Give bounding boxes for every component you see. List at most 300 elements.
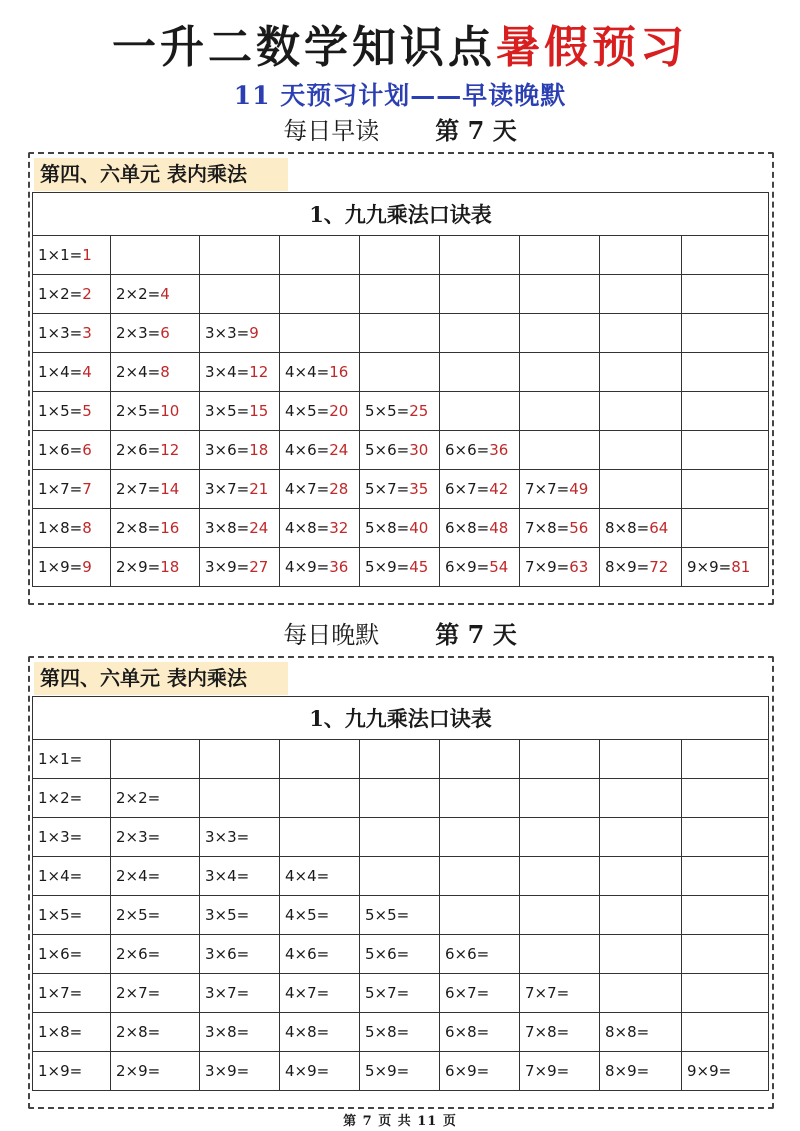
expression: 1×4= [38, 363, 83, 381]
table-cell [111, 314, 200, 353]
table-cell [111, 548, 200, 587]
empty-cell [280, 314, 360, 353]
answer: 3 [82, 324, 92, 342]
answer: 54 [489, 558, 509, 576]
expression: 3×6= [205, 441, 250, 459]
table-cell [280, 353, 360, 392]
table-cell [280, 470, 360, 509]
table-row [33, 740, 769, 779]
table-cell [360, 935, 440, 974]
table-row [33, 431, 769, 470]
expression: 3×4= [205, 867, 250, 885]
answer: 12 [249, 363, 269, 381]
expression: 4×7= [285, 480, 330, 498]
expression: 1×6= [38, 945, 83, 963]
table-cell [111, 509, 200, 548]
expression: 5×9= [365, 558, 410, 576]
expression: 9×9= [687, 558, 732, 576]
expression: 4×5= [285, 906, 330, 924]
table-cell [360, 896, 440, 935]
expression: 1×9= [38, 558, 83, 576]
table-cell [33, 974, 111, 1013]
expression: 5×6= [365, 945, 410, 963]
answer: 7 [82, 480, 92, 498]
empty-cell [600, 935, 682, 974]
empty-cell [520, 779, 600, 818]
answer: 14 [160, 480, 180, 498]
table-cell [360, 509, 440, 548]
expression: 3×7= [205, 480, 250, 498]
empty-cell [520, 314, 600, 353]
empty-cell [520, 818, 600, 857]
expression: 2×8= [116, 1023, 161, 1041]
table-cell [33, 1013, 111, 1052]
expression: 6×8= [445, 1023, 490, 1041]
table-cell [280, 935, 360, 974]
expression: 5×7= [365, 480, 410, 498]
answer: 28 [329, 480, 349, 498]
empty-cell [520, 896, 600, 935]
table-cell [111, 857, 200, 896]
empty-cell [520, 431, 600, 470]
empty-cell [600, 314, 682, 353]
empty-cell [440, 818, 520, 857]
expression: 1×9= [38, 1062, 83, 1080]
expression: 5×8= [365, 519, 410, 537]
answer: 64 [649, 519, 669, 537]
evening-multiplication-table [32, 696, 769, 1091]
table-cell [360, 431, 440, 470]
empty-cell [440, 857, 520, 896]
answer: 42 [489, 480, 509, 498]
answer: 8 [82, 519, 92, 537]
empty-cell [440, 392, 520, 431]
expression: 3×8= [205, 1023, 250, 1041]
table-cell [111, 818, 200, 857]
expression: 2×5= [116, 906, 161, 924]
empty-cell [682, 353, 769, 392]
table-cell [280, 896, 360, 935]
answer: 4 [82, 363, 92, 381]
expression: 1×8= [38, 519, 83, 537]
table-cell [111, 392, 200, 431]
expression: 5×8= [365, 1023, 410, 1041]
expression: 4×4= [285, 867, 330, 885]
morning-heading-label: 每日早读 [283, 117, 380, 145]
expression: 6×9= [445, 1062, 490, 1080]
table-cell [200, 353, 280, 392]
table-cell [33, 818, 111, 857]
empty-cell [440, 314, 520, 353]
answer: 9 [82, 558, 92, 576]
expression: 6×6= [445, 441, 490, 459]
expression: 2×3= [116, 324, 161, 342]
table-cell [200, 1052, 280, 1091]
empty-cell [682, 236, 769, 275]
empty-cell [600, 857, 682, 896]
table-cell [200, 509, 280, 548]
table-cell [33, 392, 111, 431]
expression: 3×9= [205, 558, 250, 576]
table-cell [111, 974, 200, 1013]
table-cell [280, 1052, 360, 1091]
expression: 3×5= [205, 906, 250, 924]
table-cell [280, 1013, 360, 1052]
expression: 3×9= [205, 1062, 250, 1080]
table-cell [111, 470, 200, 509]
empty-cell [200, 779, 280, 818]
empty-cell [600, 353, 682, 392]
expression: 2×2= [116, 789, 161, 807]
answer: 48 [489, 519, 509, 537]
evening-table-title: 1、九九乘法口诀表 [33, 697, 769, 740]
expression: 2×8= [116, 519, 161, 537]
evening-unit-label: 第四、六单元 表内乘法 [34, 662, 288, 695]
table-row [33, 1013, 769, 1052]
answer: 36 [329, 558, 349, 576]
expression: 8×8= [605, 519, 650, 537]
expression: 1×3= [38, 828, 83, 846]
empty-cell [440, 236, 520, 275]
empty-cell [440, 275, 520, 314]
table-cell [200, 392, 280, 431]
empty-cell [682, 818, 769, 857]
empty-cell [682, 1013, 769, 1052]
expression: 2×7= [116, 984, 161, 1002]
expression: 8×9= [605, 1062, 650, 1080]
empty-cell [682, 431, 769, 470]
expression: 1×1= [38, 750, 83, 768]
table-cell [360, 392, 440, 431]
table-cell [682, 1052, 769, 1091]
expression: 1×3= [38, 324, 83, 342]
empty-cell [682, 857, 769, 896]
table-row [33, 935, 769, 974]
table-cell [33, 548, 111, 587]
empty-cell [682, 740, 769, 779]
table-cell [520, 509, 600, 548]
table-cell [440, 935, 520, 974]
morning-section [28, 152, 774, 605]
expression: 1×6= [38, 441, 83, 459]
empty-cell [682, 470, 769, 509]
expression: 7×7= [525, 480, 570, 498]
table-cell [200, 431, 280, 470]
answer: 15 [249, 402, 269, 420]
table-cell [200, 974, 280, 1013]
table-cell [520, 974, 600, 1013]
table-cell [440, 1013, 520, 1052]
table-cell [111, 353, 200, 392]
answer: 72 [649, 558, 669, 576]
table-cell [440, 548, 520, 587]
table-cell [280, 548, 360, 587]
empty-cell [360, 818, 440, 857]
table-cell [440, 431, 520, 470]
table-row [33, 896, 769, 935]
table-cell [33, 236, 111, 275]
empty-cell [600, 470, 682, 509]
expression: 2×4= [116, 867, 161, 885]
expression: 3×5= [205, 402, 250, 420]
empty-cell [520, 236, 600, 275]
empty-cell [200, 236, 280, 275]
empty-cell [360, 314, 440, 353]
empty-cell [682, 275, 769, 314]
table-cell [111, 275, 200, 314]
table-row [33, 779, 769, 818]
expression: 1×4= [38, 867, 83, 885]
table-cell [200, 1013, 280, 1052]
empty-cell [682, 392, 769, 431]
expression: 4×8= [285, 519, 330, 537]
empty-cell [440, 740, 520, 779]
empty-cell [111, 236, 200, 275]
answer: 6 [160, 324, 170, 342]
answer: 35 [409, 480, 429, 498]
answer: 16 [329, 363, 349, 381]
empty-cell [440, 896, 520, 935]
expression: 7×7= [525, 984, 570, 1002]
table-cell [200, 314, 280, 353]
table-row [33, 974, 769, 1013]
table-row [33, 509, 769, 548]
expression: 1×8= [38, 1023, 83, 1041]
empty-cell [600, 392, 682, 431]
answer: 18 [249, 441, 269, 459]
expression: 6×9= [445, 558, 490, 576]
answer: 81 [731, 558, 751, 576]
expression: 4×5= [285, 402, 330, 420]
empty-cell [360, 275, 440, 314]
empty-cell [360, 236, 440, 275]
expression: 2×4= [116, 363, 161, 381]
table-row [33, 818, 769, 857]
table-cell [200, 896, 280, 935]
table-cell [33, 896, 111, 935]
expression: 2×6= [116, 945, 161, 963]
table-cell [33, 509, 111, 548]
empty-cell [682, 314, 769, 353]
expression: 6×7= [445, 480, 490, 498]
table-cell [520, 1013, 600, 1052]
empty-cell [280, 275, 360, 314]
morning-day: 第 7 天 [435, 116, 517, 145]
expression: 1×2= [38, 789, 83, 807]
table-row [33, 470, 769, 509]
answer: 8 [160, 363, 170, 381]
answer: 63 [569, 558, 589, 576]
answer: 2 [82, 285, 92, 303]
table-cell [111, 779, 200, 818]
empty-cell [600, 275, 682, 314]
table-cell [360, 1052, 440, 1091]
expression: 1×7= [38, 480, 83, 498]
table-cell [111, 1052, 200, 1091]
empty-cell [600, 740, 682, 779]
table-row [33, 1052, 769, 1091]
table-cell [200, 857, 280, 896]
empty-cell [440, 353, 520, 392]
morning-table-title: 1、九九乘法口诀表 [33, 193, 769, 236]
expression: 2×2= [116, 285, 161, 303]
expression: 8×9= [605, 558, 650, 576]
expression: 6×8= [445, 519, 490, 537]
answer: 30 [409, 441, 429, 459]
expression: 3×3= [205, 828, 250, 846]
table-cell [280, 431, 360, 470]
empty-cell [682, 509, 769, 548]
table-row [33, 314, 769, 353]
table-cell [33, 935, 111, 974]
expression: 6×6= [445, 945, 490, 963]
empty-cell [600, 431, 682, 470]
expression: 3×6= [205, 945, 250, 963]
expression: 4×8= [285, 1023, 330, 1041]
answer: 12 [160, 441, 180, 459]
empty-cell [600, 896, 682, 935]
expression: 2×9= [116, 558, 161, 576]
table-cell [33, 470, 111, 509]
table-cell [200, 818, 280, 857]
expression: 5×7= [365, 984, 410, 1002]
answer: 40 [409, 519, 429, 537]
table-cell [111, 1013, 200, 1052]
table-row [33, 275, 769, 314]
title-highlight: 暑假预习 [496, 22, 688, 73]
evening-heading-label: 每日晚默 [283, 621, 380, 649]
answer: 24 [329, 441, 349, 459]
expression: 7×8= [525, 519, 570, 537]
empty-cell [600, 236, 682, 275]
table-cell [600, 548, 682, 587]
table-cell [200, 470, 280, 509]
morning-multiplication-table [32, 192, 769, 587]
answer: 25 [409, 402, 429, 420]
table-cell [280, 974, 360, 1013]
table-cell [33, 353, 111, 392]
answer: 36 [489, 441, 509, 459]
table-cell [600, 1013, 682, 1052]
expression: 4×4= [285, 363, 330, 381]
empty-cell [360, 779, 440, 818]
answer: 4 [160, 285, 170, 303]
empty-cell [682, 896, 769, 935]
table-cell [33, 857, 111, 896]
table-row [33, 353, 769, 392]
expression: 3×8= [205, 519, 250, 537]
evening-heading [0, 619, 800, 651]
expression: 4×6= [285, 441, 330, 459]
empty-cell [520, 392, 600, 431]
expression: 4×9= [285, 1062, 330, 1080]
expression: 9×9= [687, 1062, 732, 1080]
empty-cell [360, 740, 440, 779]
empty-cell [280, 818, 360, 857]
answer: 10 [160, 402, 180, 420]
empty-cell [682, 935, 769, 974]
expression: 5×5= [365, 906, 410, 924]
answer: 45 [409, 558, 429, 576]
empty-cell [520, 857, 600, 896]
table-cell [360, 1013, 440, 1052]
expression: 2×6= [116, 441, 161, 459]
answer: 56 [569, 519, 589, 537]
table-cell [280, 392, 360, 431]
morning-unit-label: 第四、六单元 表内乘法 [34, 158, 288, 191]
morning-heading [0, 115, 800, 147]
answer: 32 [329, 519, 349, 537]
answer: 16 [160, 519, 180, 537]
empty-cell [520, 935, 600, 974]
empty-cell [682, 779, 769, 818]
empty-cell [111, 740, 200, 779]
empty-cell [520, 353, 600, 392]
table-cell [33, 779, 111, 818]
table-cell [520, 548, 600, 587]
expression: 7×8= [525, 1023, 570, 1041]
answer: 9 [249, 324, 259, 342]
expression: 1×2= [38, 285, 83, 303]
empty-cell [360, 353, 440, 392]
expression: 2×9= [116, 1062, 161, 1080]
table-cell [360, 974, 440, 1013]
table-cell [200, 548, 280, 587]
empty-cell [682, 974, 769, 1013]
expression: 5×9= [365, 1062, 410, 1080]
table-cell [111, 431, 200, 470]
table-cell [440, 1052, 520, 1091]
table-cell [440, 470, 520, 509]
table-cell [111, 935, 200, 974]
table-cell [520, 1052, 600, 1091]
expression: 5×6= [365, 441, 410, 459]
table-row [33, 548, 769, 587]
answer: 24 [249, 519, 269, 537]
expression: 5×5= [365, 402, 410, 420]
table-cell [280, 509, 360, 548]
table-cell [33, 1052, 111, 1091]
table-cell [520, 470, 600, 509]
expression: 2×5= [116, 402, 161, 420]
answer: 1 [82, 246, 92, 264]
empty-cell [200, 275, 280, 314]
table-cell [600, 1052, 682, 1091]
expression: 4×6= [285, 945, 330, 963]
expression: 7×9= [525, 1062, 570, 1080]
page-footer: 第 7 页 共 11 页 [343, 1114, 457, 1129]
expression: 3×4= [205, 363, 250, 381]
empty-cell [200, 740, 280, 779]
table-cell [33, 431, 111, 470]
answer: 21 [249, 480, 269, 498]
table-cell [600, 509, 682, 548]
expression: 1×5= [38, 906, 83, 924]
empty-cell [280, 740, 360, 779]
title-main: 一升二数学知识点 [112, 22, 496, 73]
expression: 4×7= [285, 984, 330, 1002]
table-cell [440, 509, 520, 548]
expression: 1×7= [38, 984, 83, 1002]
table-cell [360, 548, 440, 587]
expression: 1×1= [38, 246, 83, 264]
expression: 3×3= [205, 324, 250, 342]
table-cell [360, 470, 440, 509]
empty-cell [600, 818, 682, 857]
expression: 7×9= [525, 558, 570, 576]
answer: 6 [82, 441, 92, 459]
empty-cell [280, 236, 360, 275]
